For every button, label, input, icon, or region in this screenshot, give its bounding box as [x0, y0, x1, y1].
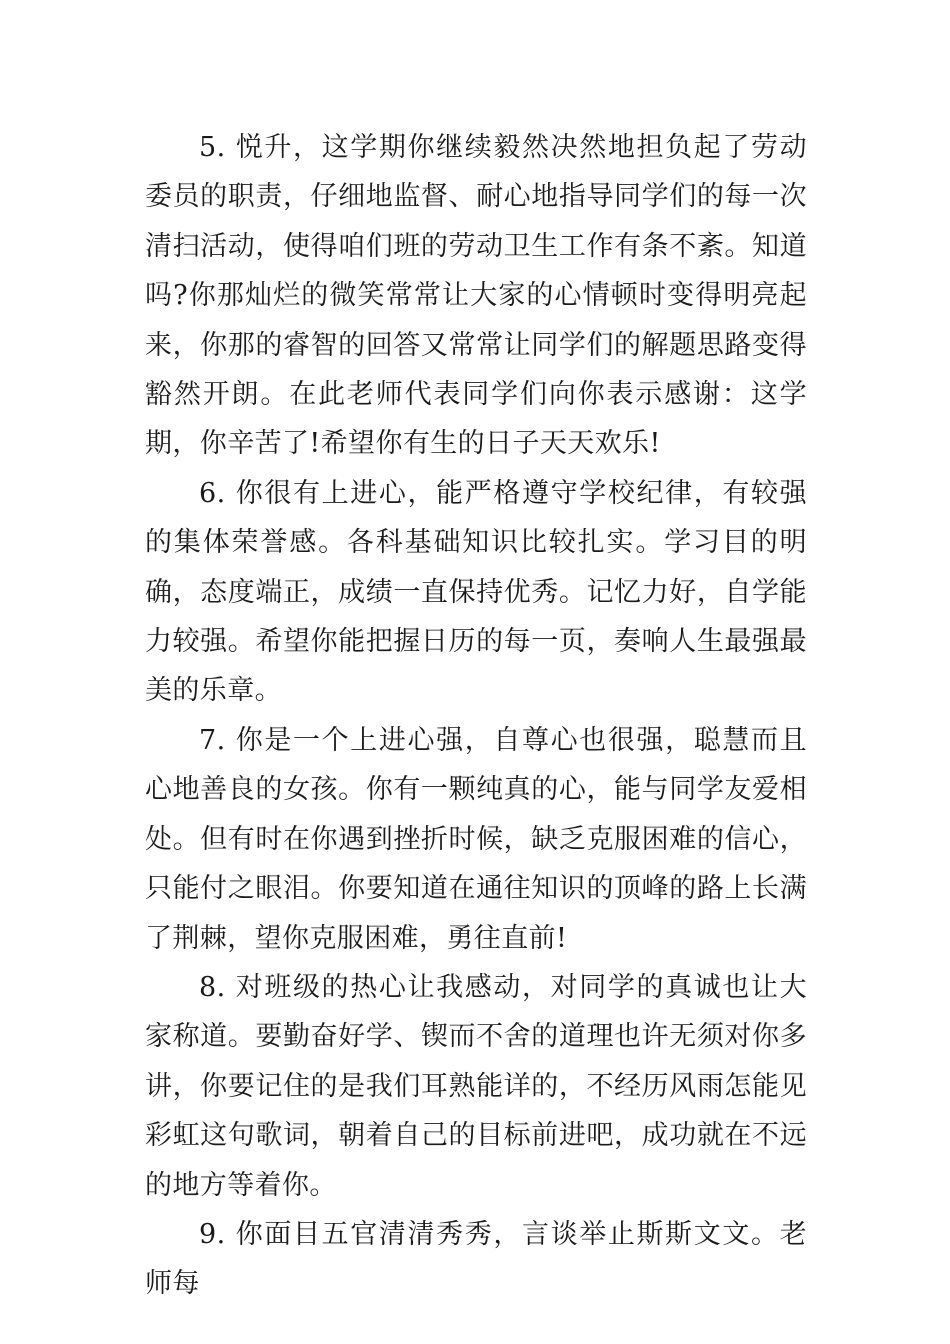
document-page — [145, 123, 807, 1309]
comment-paragraph-9: 9. 你面目五官清清秀秀，言谈举止斯斯文文。老师每 — [145, 1218, 807, 1300]
comment-paragraph-6: 6. 你很有上进心，能严格遵守学校纪律，有较强的集体荣誉感。各科基础知识比较扎实。学习目的明确，态度端正，成绩一直保持优秀。记忆力好，自学能力较强。希望你能把握日历的每一页，奏响人生最强最美的乐章。 — [145, 477, 807, 707]
comment-paragraph-8: 8. 对班级的热心让我感动，对同学的真诚也让大家称道。要勤奋好学、锲而不舍的道理也许无须对你多讲，你要记住的是我们耳熟能详的，不经历风雨怎能见彩虹这句歌词，朝着自己的目标前进吧，成功就在不远的地方等着你。 — [145, 971, 807, 1201]
comment-paragraph-7: 7. 你是一个上进心强，自尊心也很强，聪慧而且心地善良的女孩。你有一颗纯真的心，能与同学友爱相处。但有时在你遇到挫折时候，缺乏克服困难的信心，只能付之眼泪。你要知道在通往知识的顶峰的路上长满了荆棘，望你克服困难，勇往直前! — [145, 724, 807, 954]
comment-paragraph-5: 5. 悦升，这学期你继续毅然决然地担负起了劳动委员的职责，仔细地监督、耐心地指导同学们的每一次清扫活动，使得咱们班的劳动卫生工作有条不紊。知道吗?你那灿烂的微笑常常让大家的心情顿时变得明亮起来，你那的睿智的回答又常常让同学们的解题思路变得豁然开朗。在此老师代表同学们向你表示感谢：这学期，你辛苦了!希望你有生的日子天天欢乐! — [145, 132, 807, 460]
